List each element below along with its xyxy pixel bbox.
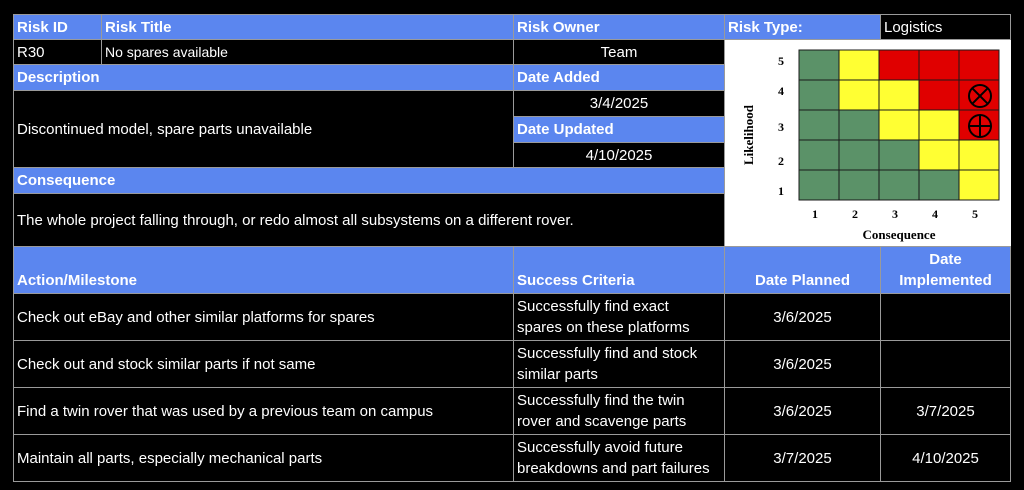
action-cell: Maintain all parts, especially mechanical parts — [13, 434, 514, 482]
matrix-cell-yellow — [879, 110, 919, 140]
matrix-cell-green — [799, 140, 839, 170]
description-value: Discontinued model, spare parts unavailable — [13, 90, 514, 168]
date-updated-value: 4/10/2025 — [513, 142, 725, 168]
matrix-ytick: 1 — [778, 184, 784, 198]
risk-id-value: R30 — [13, 39, 102, 65]
matrix-ytick: 3 — [778, 120, 784, 134]
matrix-cell-green — [799, 80, 839, 110]
date-planned-cell: 3/7/2025 — [724, 434, 881, 482]
action-header: Action/Milestone — [13, 246, 514, 294]
date-implemented-cell — [880, 293, 1011, 341]
matrix-xtick: 4 — [932, 207, 938, 221]
risk-id-header: Risk ID — [13, 14, 102, 40]
consequence-value: The whole project falling through, or redo almost all subsystems on a different rover. — [13, 193, 725, 247]
risk-title-value: No spares available — [101, 39, 514, 65]
success-criteria-line: Successfully avoid future — [517, 439, 683, 456]
risk-type-header: Risk Type: — [724, 14, 881, 40]
risk-title-header: Risk Title — [101, 14, 514, 40]
success-criteria-line: breakdowns and part failures — [517, 460, 710, 477]
date-implemented-header-line2: Implemented — [899, 272, 992, 289]
matrix-cell-red — [959, 50, 999, 80]
circle-plus-marker-icon — [969, 115, 991, 137]
action-cell: Check out and stock similar parts if not same — [13, 340, 514, 388]
date-updated-header: Date Updated — [513, 116, 725, 143]
success-criteria-cell — [513, 340, 725, 388]
matrix-cell-green — [839, 140, 879, 170]
date-implemented-header — [880, 246, 1011, 294]
matrix-xtick: 3 — [892, 207, 898, 221]
matrix-cell-green — [839, 110, 879, 140]
description-header: Description — [13, 64, 514, 91]
matrix-cell-green — [839, 170, 879, 200]
risk-owner-value: Team — [513, 39, 725, 65]
date-added-header: Date Added — [513, 64, 725, 91]
success-criteria-line: rover and scavenge parts — [517, 413, 687, 430]
matrix-cell-yellow — [919, 140, 959, 170]
matrix-ytick: 4 — [778, 84, 784, 98]
success-criteria-line: Successfully find the twin — [517, 392, 685, 409]
action-cell: Check out eBay and other similar platforms for spares — [13, 293, 514, 341]
date-planned-cell: 3/6/2025 — [724, 340, 881, 388]
risk-type-value: Logistics — [880, 14, 1011, 40]
matrix-cell-yellow — [919, 110, 959, 140]
risk-matrix — [725, 40, 1011, 246]
date-planned-header: Date Planned — [724, 246, 881, 294]
success-criteria-cell — [513, 293, 725, 341]
matrix-xtick: 2 — [852, 207, 858, 221]
risk-owner-header: Risk Owner — [513, 14, 725, 40]
matrix-cell-red — [879, 50, 919, 80]
matrix-cell-green — [879, 140, 919, 170]
date-planned-cell: 3/6/2025 — [724, 293, 881, 341]
date-implemented-cell: 4/10/2025 — [880, 434, 1011, 482]
matrix-xtick: 5 — [972, 207, 978, 221]
date-implemented-cell — [880, 340, 1011, 388]
date-planned-cell: 3/6/2025 — [724, 387, 881, 435]
matrix-xtick: 1 — [812, 207, 818, 221]
matrix-cell-green — [799, 110, 839, 140]
matrix-cell-red — [919, 50, 959, 80]
matrix-cell-yellow — [959, 140, 999, 170]
matrix-cell-yellow — [839, 80, 879, 110]
success-criteria-line: spares on these platforms — [517, 319, 690, 336]
action-cell: Find a twin rover that was used by a previous team on campus — [13, 387, 514, 435]
matrix-cell-yellow — [959, 170, 999, 200]
success-criteria-cell — [513, 387, 725, 435]
matrix-ytick: 5 — [778, 54, 784, 68]
date-implemented-cell: 3/7/2025 — [880, 387, 1011, 435]
date-implemented-header-line1: Date — [929, 251, 962, 268]
matrix-xlabel: Consequence — [862, 227, 936, 242]
matrix-cell-green — [799, 50, 839, 80]
success-criteria-line: similar parts — [517, 366, 598, 383]
success-criteria-cell — [513, 434, 725, 482]
success-criteria-line: Successfully find and stock — [517, 345, 698, 362]
date-added-value: 3/4/2025 — [513, 90, 725, 117]
matrix-cell-green — [879, 170, 919, 200]
matrix-ytick: 2 — [778, 154, 784, 168]
consequence-header: Consequence — [13, 167, 725, 194]
matrix-cell-yellow — [839, 50, 879, 80]
matrix-ylabel: Likelihood — [741, 105, 756, 165]
matrix-cell-green — [799, 170, 839, 200]
matrix-cell-green — [919, 170, 959, 200]
risk-matrix-chart — [725, 40, 1011, 246]
matrix-cell-yellow — [879, 80, 919, 110]
matrix-cell-red — [919, 80, 959, 110]
success-criteria-line: Successfully find exact — [517, 298, 669, 315]
criteria-header: Success Criteria — [513, 246, 725, 294]
